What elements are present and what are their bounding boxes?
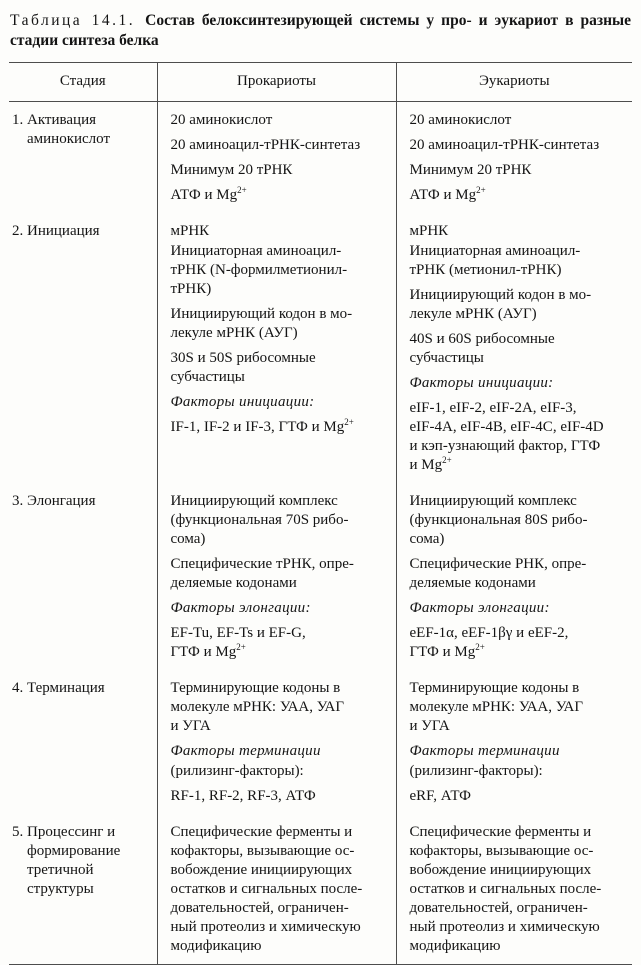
cell-paragraph: Специфические тРНК, опре- деляемые кодонами <box>170 555 354 591</box>
cell-paragraph: мРНК <box>170 222 210 239</box>
cell-paragraph: Минимум 20 тРНК <box>409 161 532 178</box>
cell-paragraph: 20 аминоацил-тРНК-синтетаз <box>409 136 600 153</box>
table-number: Таблица 14.1. <box>10 12 136 29</box>
cell-paragraph: Факторы инициации: <box>170 393 315 410</box>
cell-paragraph: eIF-1, eIF-2, eIF-2A, eIF-3, eIF-4A, eIF-4B, eIF-4C, eIF-4D и кэп-узнающий фактор, ГТФ и $Mg^{2+}$ <box>409 399 604 473</box>
stage-cell: 3. Элонгация <box>12 492 96 509</box>
cell-paragraph: Факторы инициации: <box>409 374 554 391</box>
table-row <box>9 670 632 814</box>
cell-paragraph: АТФ и $Mg^{2+}$ <box>170 184 247 203</box>
prokaryotes-cell <box>157 483 396 670</box>
header-row <box>9 62 632 101</box>
cell-paragraph: Факторы элонгации: <box>170 599 311 616</box>
eukaryotes-cell <box>396 483 632 670</box>
cell-paragraph: Инициирующий комплекс (функциональная 80S рибо- сома) <box>409 492 588 547</box>
cell-paragraph: (рилизинг-факторы): <box>170 762 304 779</box>
prokaryotes-cell <box>157 101 396 213</box>
table-row <box>9 483 632 670</box>
cell-paragraph: 20 аминоацил-тРНК-синтетаз <box>170 136 361 153</box>
prokaryotes-cell <box>157 814 396 965</box>
col-header-stage: Стадия <box>9 62 157 101</box>
prokaryotes-cell <box>157 670 396 814</box>
cell-paragraph: EF-Tu, EF-Ts и EF-G, ГТФ и $Mg^{2+}$ <box>170 624 306 660</box>
col-header-prokaryotes: Прокариоты <box>157 62 396 101</box>
cell-paragraph: Специфические ферменты и кофакторы, вызывающие ос- вобождение инициирующих остатков и сигнальных после- довательностей, ограничен- ный протеолиз и химическую модификацию <box>170 823 363 954</box>
cell-paragraph: eRF, АТФ <box>409 787 472 804</box>
cell-paragraph: 30S и 50S рибосомные субчастицы <box>170 349 316 385</box>
table-row <box>9 213 632 483</box>
stage-cell: 1. Активация аминокислот <box>12 111 111 147</box>
cell-paragraph: eEF-1α, eEF-1βγ и eEF-2, ГТФ и $Mg^{2+}$ <box>409 624 569 660</box>
cell-paragraph: Инициаторная аминоацил- тРНК (N-формилметионил- тРНК) <box>170 242 348 297</box>
stage-cell: 5. Процессинг и формирование третичной структуры <box>9 814 157 965</box>
protein-synthesis-table <box>9 62 632 965</box>
cell-paragraph: Минимум 20 тРНК <box>170 161 293 178</box>
col-header-eukaryotes: Эукариоты <box>396 62 632 101</box>
cell-paragraph: Специфические РНК, опре- деляемые кодонами <box>409 555 587 591</box>
stage-cell: 4. Терминация <box>12 679 105 696</box>
cell-paragraph: Специфические ферменты и кофакторы, вызывающие ос- вобождение инициирующих остатков и сигнальных после- довательностей, ограничен- ный протеолиз и химическую модификацию <box>409 823 602 954</box>
cell-paragraph: Инициирующий кодон в мо- лекуле мРНК (АУГ) <box>409 286 592 322</box>
cell-paragraph: 40S и 60S рибосомные субчастицы <box>409 330 555 366</box>
cell-paragraph: 20 аминокислот <box>170 111 273 128</box>
eukaryotes-cell <box>396 814 632 965</box>
cell-paragraph: Терминирующие кодоны в молекуле мРНК: УАА, УАГ и УГА <box>409 679 584 734</box>
cell-paragraph: Инициирующий кодон в мо- лекуле мРНК (АУГ) <box>170 305 353 341</box>
eukaryotes-cell <box>396 101 632 213</box>
eukaryotes-cell <box>396 213 632 483</box>
table-caption <box>10 11 631 52</box>
cell-paragraph: 20 аминокислот <box>409 111 512 128</box>
cell-paragraph: Инициаторная аминоацил- тРНК (метионил-тРНК) <box>409 242 581 278</box>
cell-paragraph: IF-1, IF-2 и IF-3, ГТФ и $Mg^{2+}$ <box>170 416 354 435</box>
cell-paragraph: Факторы элонгации: <box>409 599 550 616</box>
eukaryotes-cell <box>396 670 632 814</box>
cell-paragraph: Терминирующие кодоны в молекуле мРНК: УАА, УАГ и УГА <box>170 679 345 734</box>
prokaryotes-cell <box>157 213 396 483</box>
table-title: Состав белоксинтезирующей системы у про- и эукариот в разные стадии синтеза белка <box>10 12 631 50</box>
cell-paragraph: (рилизинг-факторы): <box>409 762 543 779</box>
cell-paragraph: Факторы терминации <box>170 742 321 759</box>
table-row <box>9 814 632 965</box>
table-row <box>9 101 632 213</box>
cell-paragraph: RF-1, RF-2, RF-3, АТФ <box>170 787 316 804</box>
cell-paragraph: АТФ и $Mg^{2+}$ <box>409 184 486 203</box>
cell-paragraph: Факторы терминации <box>409 742 560 759</box>
stage-cell: 2. Инициация <box>12 222 100 239</box>
cell-paragraph: мРНК <box>409 222 449 239</box>
cell-paragraph: Инициирующий комплекс (функциональная 70S рибо- сома) <box>170 492 349 547</box>
